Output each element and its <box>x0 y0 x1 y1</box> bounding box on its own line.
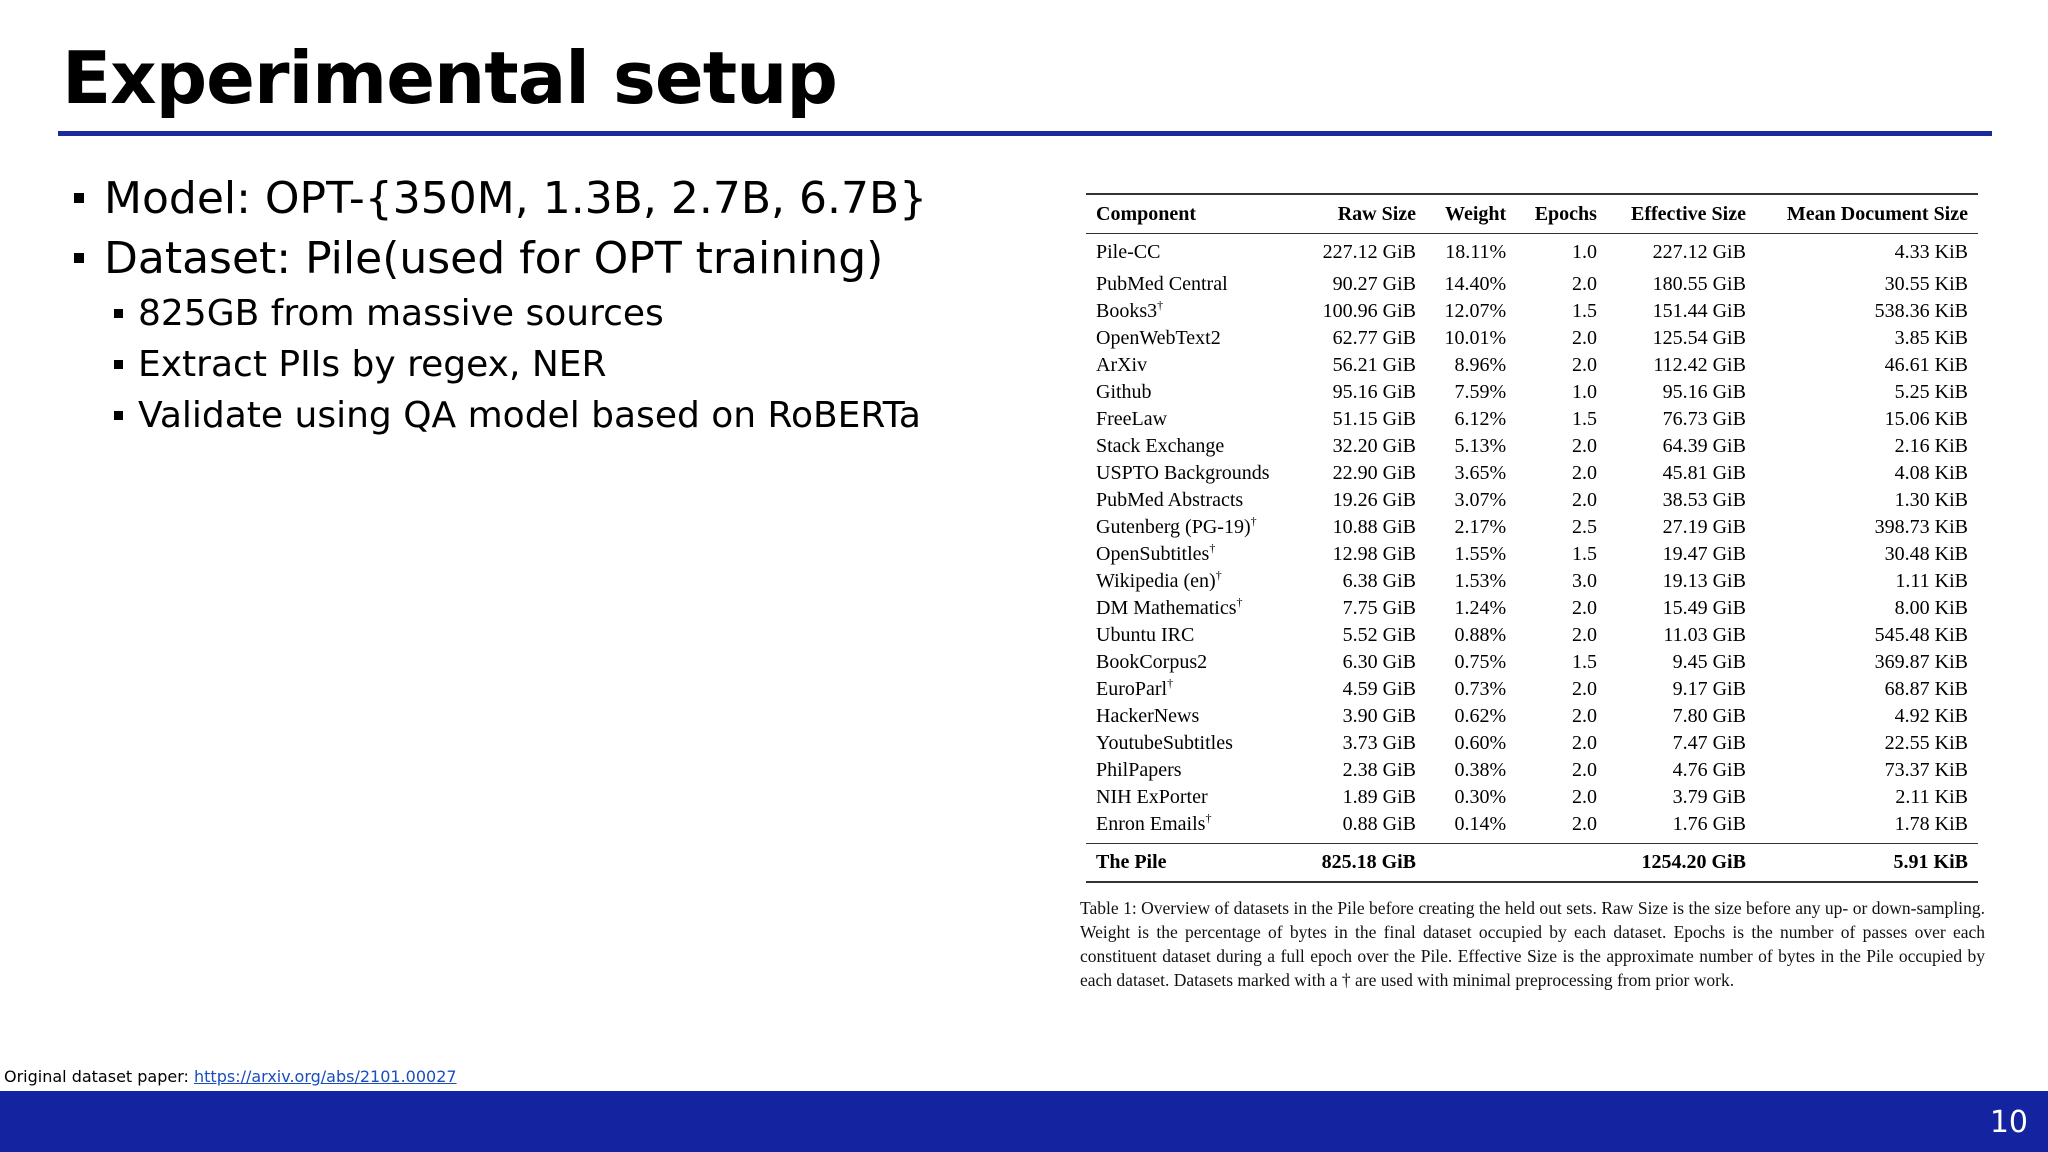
cell-weight: 0.73% <box>1454 678 1507 700</box>
cell-effective: 19.47 GiB <box>1662 543 1746 565</box>
cell-effective: 19.13 GiB <box>1662 570 1746 592</box>
table-row <box>1086 649 1978 676</box>
bullet-marker-icon <box>114 309 123 318</box>
cell-mean: 3.85 KiB <box>1894 327 1968 349</box>
component-cell <box>1086 568 1300 595</box>
cell-weight: 8.96% <box>1454 354 1507 376</box>
column-header: Weight <box>1426 194 1516 234</box>
cell-effective: 76.73 GiB <box>1662 408 1746 430</box>
component-cell <box>1086 595 1300 622</box>
cell-raw: 1.89 GiB <box>1342 786 1417 808</box>
component-name: OpenWebText2 <box>1096 327 1221 349</box>
cell-raw: 100.96 GiB <box>1322 300 1417 322</box>
cell-effective: 7.80 GiB <box>1672 705 1746 727</box>
total-mean-doc-size: 5.91 KiB <box>1756 844 1978 883</box>
column-header: Component <box>1086 194 1300 234</box>
table-row <box>1086 234 1978 272</box>
cell-weight: 0.14% <box>1454 813 1507 835</box>
cell-effective: 1.76 GiB <box>1672 813 1746 835</box>
cell-raw: 0.88 GiB <box>1342 813 1417 835</box>
cell-raw: 51.15 GiB <box>1332 408 1417 430</box>
bullet-item <box>74 228 927 288</box>
cell-epochs: 2.0 <box>1571 624 1597 646</box>
component-cell <box>1086 234 1300 272</box>
paper-link[interactable]: https://arxiv.org/abs/2101.00027 <box>194 1067 457 1086</box>
cell-effective: 27.19 GiB <box>1662 516 1746 538</box>
table-row <box>1086 325 1978 352</box>
table-row <box>1086 811 1978 844</box>
title-divider <box>58 131 1992 136</box>
cell-epochs: 3.0 <box>1571 570 1597 592</box>
cell-weight: 7.59% <box>1454 381 1507 403</box>
cell-raw: 32.20 GiB <box>1332 435 1417 457</box>
bullet-list <box>74 168 927 441</box>
component-cell <box>1086 703 1300 730</box>
cell-raw: 3.90 GiB <box>1342 705 1417 727</box>
component-cell <box>1086 676 1300 703</box>
column-header: Raw Size <box>1300 194 1426 234</box>
cell-epochs: 2.0 <box>1571 678 1597 700</box>
table-row <box>1086 460 1978 487</box>
component-name: EuroParl <box>1096 678 1168 700</box>
table-row <box>1086 433 1978 460</box>
component-name: USPTO Backgrounds <box>1096 462 1270 484</box>
cell-epochs: 1.5 <box>1571 408 1597 430</box>
cell-mean: 73.37 KiB <box>1884 759 1968 781</box>
dagger-mark: † <box>1205 811 1212 825</box>
table-row <box>1086 379 1978 406</box>
component-name: PhilPapers <box>1096 759 1182 781</box>
dataset-table <box>1086 193 1978 883</box>
cell-mean: 30.55 KiB <box>1884 273 1968 295</box>
total-weight <box>1426 844 1516 883</box>
component-name: OpenSubtitles <box>1096 543 1210 565</box>
dataset-table-figure <box>1086 193 1978 883</box>
bullet-item <box>74 168 927 228</box>
table-row <box>1086 298 1978 325</box>
cell-effective: 15.49 GiB <box>1662 597 1746 619</box>
component-name: Enron Emails <box>1096 813 1206 835</box>
cell-epochs: 2.0 <box>1571 435 1597 457</box>
cell-epochs: 1.0 <box>1571 241 1597 263</box>
cell-mean: 545.48 KiB <box>1874 624 1968 646</box>
cell-mean: 30.48 KiB <box>1884 543 1968 565</box>
component-name: PubMed Abstracts <box>1096 489 1244 511</box>
component-name: FreeLaw <box>1096 408 1168 430</box>
component-cell <box>1086 730 1300 757</box>
component-cell <box>1086 757 1300 784</box>
cell-effective: 112.42 GiB <box>1653 354 1746 376</box>
cell-mean: 22.55 KiB <box>1884 732 1968 754</box>
footer-bar <box>0 1091 2048 1152</box>
bullet-marker-icon <box>114 411 123 420</box>
component-cell <box>1086 541 1300 568</box>
slide-title: Experimental setup <box>62 36 837 120</box>
component-name: Stack Exchange <box>1096 435 1225 457</box>
component-cell <box>1086 487 1300 514</box>
component-cell <box>1086 514 1300 541</box>
cell-raw: 19.26 GiB <box>1332 489 1417 511</box>
component-name: NIH ExPorter <box>1096 786 1208 808</box>
cell-effective: 125.54 GiB <box>1652 327 1746 349</box>
total-effective-size: 1254.20 GiB <box>1607 844 1756 883</box>
cell-raw: 10.88 GiB <box>1332 516 1417 538</box>
total-component: The Pile <box>1086 844 1300 883</box>
component-name: PubMed Central <box>1096 273 1228 295</box>
cell-epochs: 1.0 <box>1571 381 1597 403</box>
cell-mean: 8.00 KiB <box>1894 597 1968 619</box>
cell-weight: 0.88% <box>1454 624 1507 646</box>
bullet-item <box>74 390 927 441</box>
cell-raw: 56.21 GiB <box>1332 354 1417 376</box>
cell-weight: 18.11% <box>1445 241 1507 263</box>
table-row <box>1086 568 1978 595</box>
cell-mean: 68.87 KiB <box>1884 678 1968 700</box>
cell-effective: 95.16 GiB <box>1662 381 1746 403</box>
source-footnote <box>4 1067 457 1086</box>
component-cell <box>1086 784 1300 811</box>
table-row <box>1086 784 1978 811</box>
cell-mean: 369.87 KiB <box>1874 651 1968 673</box>
component-name: Github <box>1096 381 1152 403</box>
table-row <box>1086 730 1978 757</box>
bullet-marker-icon <box>74 193 84 203</box>
bullet-item <box>74 339 927 390</box>
cell-effective: 45.81 GiB <box>1662 462 1746 484</box>
component-name: ArXiv <box>1096 354 1148 376</box>
cell-raw: 90.27 GiB <box>1332 273 1417 295</box>
dagger-mark: † <box>1167 676 1174 690</box>
cell-raw: 62.77 GiB <box>1332 327 1417 349</box>
component-name: YoutubeSubtitles <box>1096 732 1233 754</box>
column-header: Epochs <box>1516 194 1607 234</box>
bullet-text: Extract PIIs by regex, NER <box>138 344 607 385</box>
cell-weight: 1.55% <box>1454 543 1507 565</box>
cell-effective: 11.03 GiB <box>1663 624 1746 646</box>
component-cell <box>1086 352 1300 379</box>
cell-weight: 3.65% <box>1454 462 1507 484</box>
cell-effective: 227.12 GiB <box>1652 241 1746 263</box>
cell-weight: 1.53% <box>1454 570 1507 592</box>
cell-epochs: 2.0 <box>1571 489 1597 511</box>
dagger-mark: † <box>1250 514 1257 528</box>
table-row <box>1086 271 1978 298</box>
table-row <box>1086 514 1978 541</box>
bullet-text: Model: OPT-{350M, 1.3B, 2.7B, 6.7B} <box>104 172 928 224</box>
cell-epochs: 1.5 <box>1571 543 1597 565</box>
cell-weight: 0.38% <box>1454 759 1507 781</box>
component-name: HackerNews <box>1096 705 1200 727</box>
cell-epochs: 2.0 <box>1571 597 1597 619</box>
component-cell <box>1086 622 1300 649</box>
cell-raw: 6.38 GiB <box>1342 570 1417 592</box>
table-total-row <box>1086 844 1978 883</box>
dagger-mark: † <box>1157 298 1164 312</box>
cell-epochs: 2.0 <box>1571 786 1597 808</box>
cell-effective: 64.39 GiB <box>1662 435 1746 457</box>
cell-effective: 9.17 GiB <box>1672 678 1746 700</box>
cell-weight: 0.60% <box>1454 732 1507 754</box>
cell-weight: 0.30% <box>1454 786 1507 808</box>
cell-raw: 3.73 GiB <box>1342 732 1417 754</box>
cell-weight: 1.24% <box>1454 597 1507 619</box>
cell-weight: 2.17% <box>1454 516 1507 538</box>
dagger-mark: † <box>1215 568 1222 582</box>
cell-mean: 1.11 KiB <box>1895 570 1968 592</box>
cell-weight: 0.62% <box>1454 705 1507 727</box>
bullet-marker-icon <box>114 360 123 369</box>
component-name: Pile-CC <box>1096 241 1161 263</box>
component-cell <box>1086 811 1300 844</box>
component-name: Gutenberg (PG-19) <box>1096 516 1251 538</box>
table-row <box>1086 622 1978 649</box>
cell-mean: 15.06 KiB <box>1884 408 1968 430</box>
column-header: Effective Size <box>1607 194 1756 234</box>
bullet-item <box>74 288 927 339</box>
cell-epochs: 1.5 <box>1571 651 1597 673</box>
cell-mean: 4.08 KiB <box>1894 462 1968 484</box>
column-header: Mean Document Size <box>1756 194 1978 234</box>
cell-raw: 4.59 GiB <box>1342 678 1417 700</box>
cell-raw: 5.52 GiB <box>1342 624 1417 646</box>
table-row <box>1086 352 1978 379</box>
footnote-prefix: Original dataset paper: <box>4 1067 195 1086</box>
table-caption: Table 1: Overview of datasets in the Pile before creating the held out sets. Raw Size is the size before any up- or down-sampling. Weight is the percentage of bytes in the final dataset occupied by each dataset. Epochs is the number of passes over each constituent dataset during a full epoch over the Pile. Effective Size is the approximate number of bytes in the Pile occupied by each dataset. Datasets marked with a † are used with minimal preprocessing from prior work. <box>1080 898 1985 990</box>
component-cell <box>1086 406 1300 433</box>
component-cell <box>1086 649 1300 676</box>
component-name: BookCorpus2 <box>1096 651 1208 673</box>
cell-weight: 12.07% <box>1444 300 1507 322</box>
table-row <box>1086 487 1978 514</box>
cell-epochs: 2.0 <box>1571 705 1597 727</box>
cell-raw: 7.75 GiB <box>1342 597 1417 619</box>
component-cell <box>1086 271 1300 298</box>
table-row <box>1086 595 1978 622</box>
cell-effective: 180.55 GiB <box>1652 273 1746 295</box>
component-cell <box>1086 460 1300 487</box>
bullet-text: 825GB from massive sources <box>138 293 664 334</box>
page-number: 10 <box>1989 1105 2028 1140</box>
cell-epochs: 2.0 <box>1571 462 1597 484</box>
table-row <box>1086 676 1978 703</box>
bullet-text: Dataset: Pile(used for OPT training) <box>104 232 884 284</box>
cell-effective: 9.45 GiB <box>1672 651 1746 673</box>
cell-epochs: 2.0 <box>1571 732 1597 754</box>
cell-mean: 538.36 KiB <box>1874 300 1968 322</box>
cell-epochs: 2.0 <box>1571 273 1597 295</box>
component-cell <box>1086 325 1300 352</box>
table-row <box>1086 406 1978 433</box>
cell-weight: 10.01% <box>1444 327 1507 349</box>
cell-mean: 2.16 KiB <box>1894 435 1968 457</box>
cell-epochs: 2.5 <box>1571 516 1597 538</box>
cell-raw: 227.12 GiB <box>1322 241 1417 263</box>
cell-mean: 1.78 KiB <box>1894 813 1968 835</box>
cell-mean: 2.11 KiB <box>1895 786 1968 808</box>
cell-epochs: 2.0 <box>1571 759 1597 781</box>
component-name: Ubuntu IRC <box>1096 624 1195 646</box>
cell-epochs: 1.5 <box>1571 300 1597 322</box>
cell-mean: 398.73 KiB <box>1874 516 1968 538</box>
cell-mean: 46.61 KiB <box>1884 354 1968 376</box>
cell-effective: 3.79 GiB <box>1672 786 1746 808</box>
dagger-mark: † <box>1209 541 1216 555</box>
cell-weight: 14.40% <box>1444 273 1507 295</box>
cell-mean: 5.25 KiB <box>1894 381 1968 403</box>
cell-epochs: 2.0 <box>1571 813 1597 835</box>
component-cell <box>1086 433 1300 460</box>
cell-epochs: 2.0 <box>1571 327 1597 349</box>
cell-mean: 1.30 KiB <box>1894 489 1968 511</box>
cell-mean: 4.92 KiB <box>1894 705 1968 727</box>
cell-weight: 3.07% <box>1454 489 1507 511</box>
total-epochs <box>1516 844 1607 883</box>
total-raw-size: 825.18 GiB <box>1300 844 1426 883</box>
dagger-mark: † <box>1236 595 1243 609</box>
bullet-marker-icon <box>74 253 84 263</box>
cell-weight: 6.12% <box>1454 408 1507 430</box>
cell-raw: 6.30 GiB <box>1342 651 1417 673</box>
cell-mean: 4.33 KiB <box>1894 241 1968 263</box>
cell-effective: 151.44 GiB <box>1652 300 1746 322</box>
component-name: Wikipedia (en) <box>1096 570 1216 592</box>
cell-effective: 38.53 GiB <box>1662 489 1746 511</box>
cell-raw: 2.38 GiB <box>1342 759 1417 781</box>
component-name: DM Mathematics <box>1096 597 1237 619</box>
cell-raw: 22.90 GiB <box>1332 462 1417 484</box>
cell-weight: 5.13% <box>1454 435 1507 457</box>
component-name: Books3 <box>1096 300 1158 322</box>
cell-effective: 7.47 GiB <box>1672 732 1746 754</box>
table-row <box>1086 703 1978 730</box>
cell-effective: 4.76 GiB <box>1672 759 1746 781</box>
component-cell <box>1086 298 1300 325</box>
cell-weight: 0.75% <box>1454 651 1507 673</box>
table-header-row <box>1086 194 1978 234</box>
cell-epochs: 2.0 <box>1571 354 1597 376</box>
bullet-text: Validate using QA model based on RoBERTa <box>138 395 921 436</box>
table-row <box>1086 757 1978 784</box>
cell-raw: 12.98 GiB <box>1332 543 1417 565</box>
component-cell <box>1086 379 1300 406</box>
table-row <box>1086 541 1978 568</box>
cell-raw: 95.16 GiB <box>1332 381 1417 403</box>
